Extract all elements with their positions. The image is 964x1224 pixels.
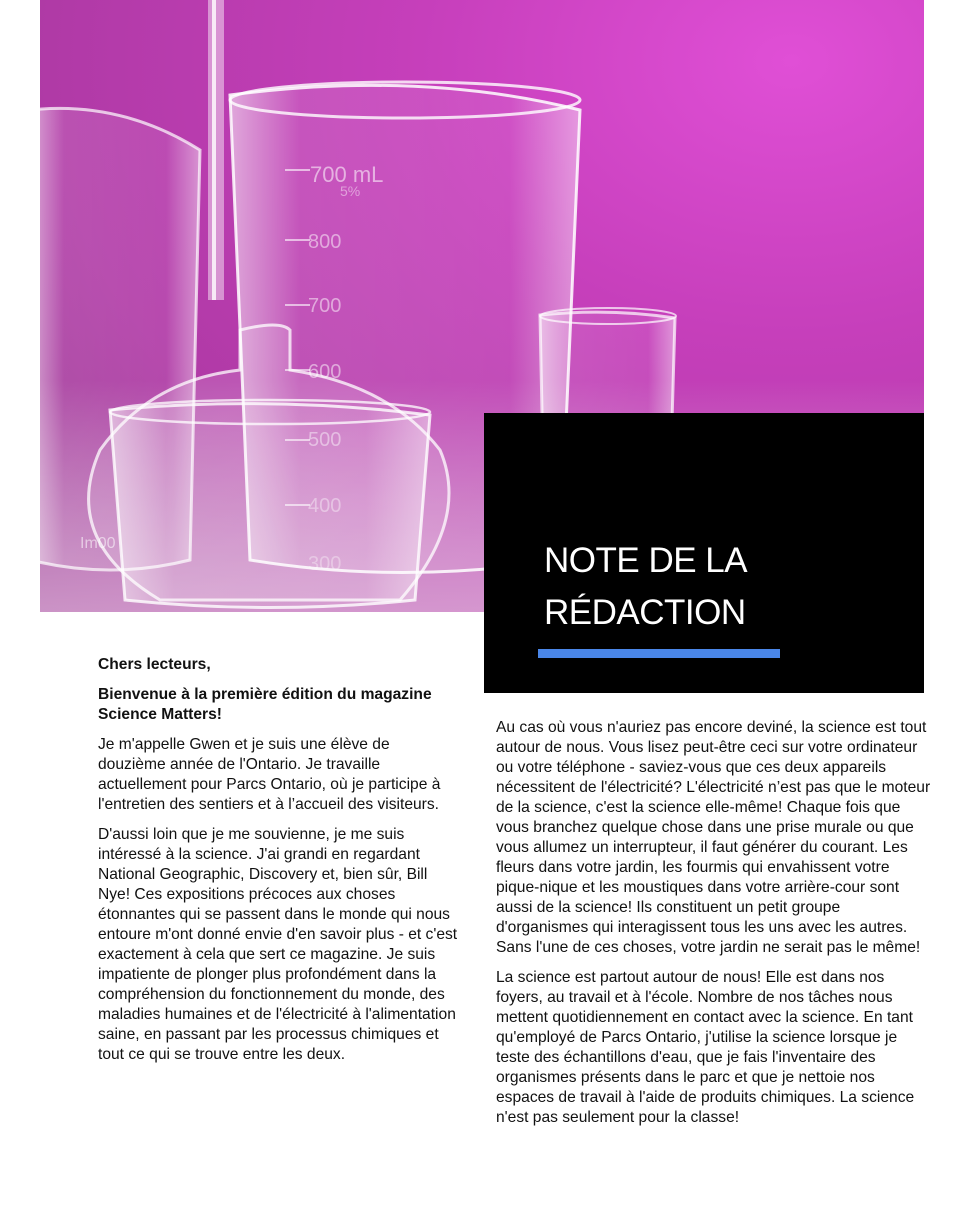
right-column <box>496 718 932 1138</box>
welcome-heading: Bienvenue à la première édition du magazine Science Matters! <box>98 686 432 723</box>
beaker-mark-600: 600 <box>308 361 342 383</box>
background-paragraph: D'aussi loin que je me souvienne, je me suis intéressé à la science. J'ai grandi en regardant National Geographic, Discovery et, bien sûr, Bill Nye! Ces expositions précoces aux choses étonnantes qui se passent dans le monde qui nous entoure m'ont donné envie d'en savoir plus - et c'est exactement à cela que sert ce magazine. Je suis impatiente de plonger plus profondément dans la compréhension du fonctionnement du monde, des maladies humaines et de l'électricité à l'alimentation saine, en passant par les processus chimiques et tout ce qui se trouve entre les deux. <box>98 826 458 1063</box>
editorial-title <box>544 535 884 639</box>
editorial-title-box <box>484 413 924 693</box>
greeting: Chers lecteurs, <box>98 656 211 673</box>
science-at-work-paragraph: La science est partout autour de nous! Elle est dans nos foyers, au travail et à l'école. Nombre de nos tâches nous mettent quotidiennement en contact avec la science. En tant qu'employé de Parcs Ontario, j'utilise la science lorsque je teste des échantillons d'eau, que je fais l'inventaire des organismes présents dans le parc et que je nettoie nos espaces de travail à l'aide de produits chimiques. La science n'est pas seulement pour la classe! <box>496 969 915 1126</box>
accent-bar <box>538 649 780 658</box>
beaker-mark-700: 700 <box>308 295 342 317</box>
beaker-tolerance-label: 5% <box>340 183 361 199</box>
beaker-volume-label: 700 mL <box>310 162 384 187</box>
title-line-1: NOTE DE LA <box>544 541 748 580</box>
beaker-mark-800: 800 <box>308 231 342 253</box>
title-line-2: RÉDACTION <box>544 593 746 632</box>
science-everywhere-paragraph: Au cas où vous n'auriez pas encore deviné, la science est tout autour de nous. Vous lisez peut-être ceci sur votre ordinateur ou votre téléphone - saviez-vous que ces deux appareils nécessitent de l'électricité? L'électricité n’est pas que le moteur de la science, c'est la science elle-même! Chaque fois que vous branchez quelque chose dans une prise murale ou que vous allumez un interrupteur, il faut générer du courant. Les fleurs dans votre jardin, les fourmis qui envahissent votre pique-nique et les moustiques dans votre arrière-cour sont aussi de la science! Ils constituent un petit groupe d'organismes qui interagissent tous les uns avec les autres. Sans l'une de ces choses, votre jardin ne serait pas le même! <box>496 719 931 956</box>
intro-paragraph: Je m'appelle Gwen et je suis une élève de douzième année de l'Ontario. Je travaille actuellement pour Parcs Ontario, où je participe à l'entretien des sentiers et à l’accueil des visiteurs. <box>98 736 441 813</box>
left-column <box>98 655 458 1075</box>
flask-mark: Im00 <box>80 535 116 552</box>
